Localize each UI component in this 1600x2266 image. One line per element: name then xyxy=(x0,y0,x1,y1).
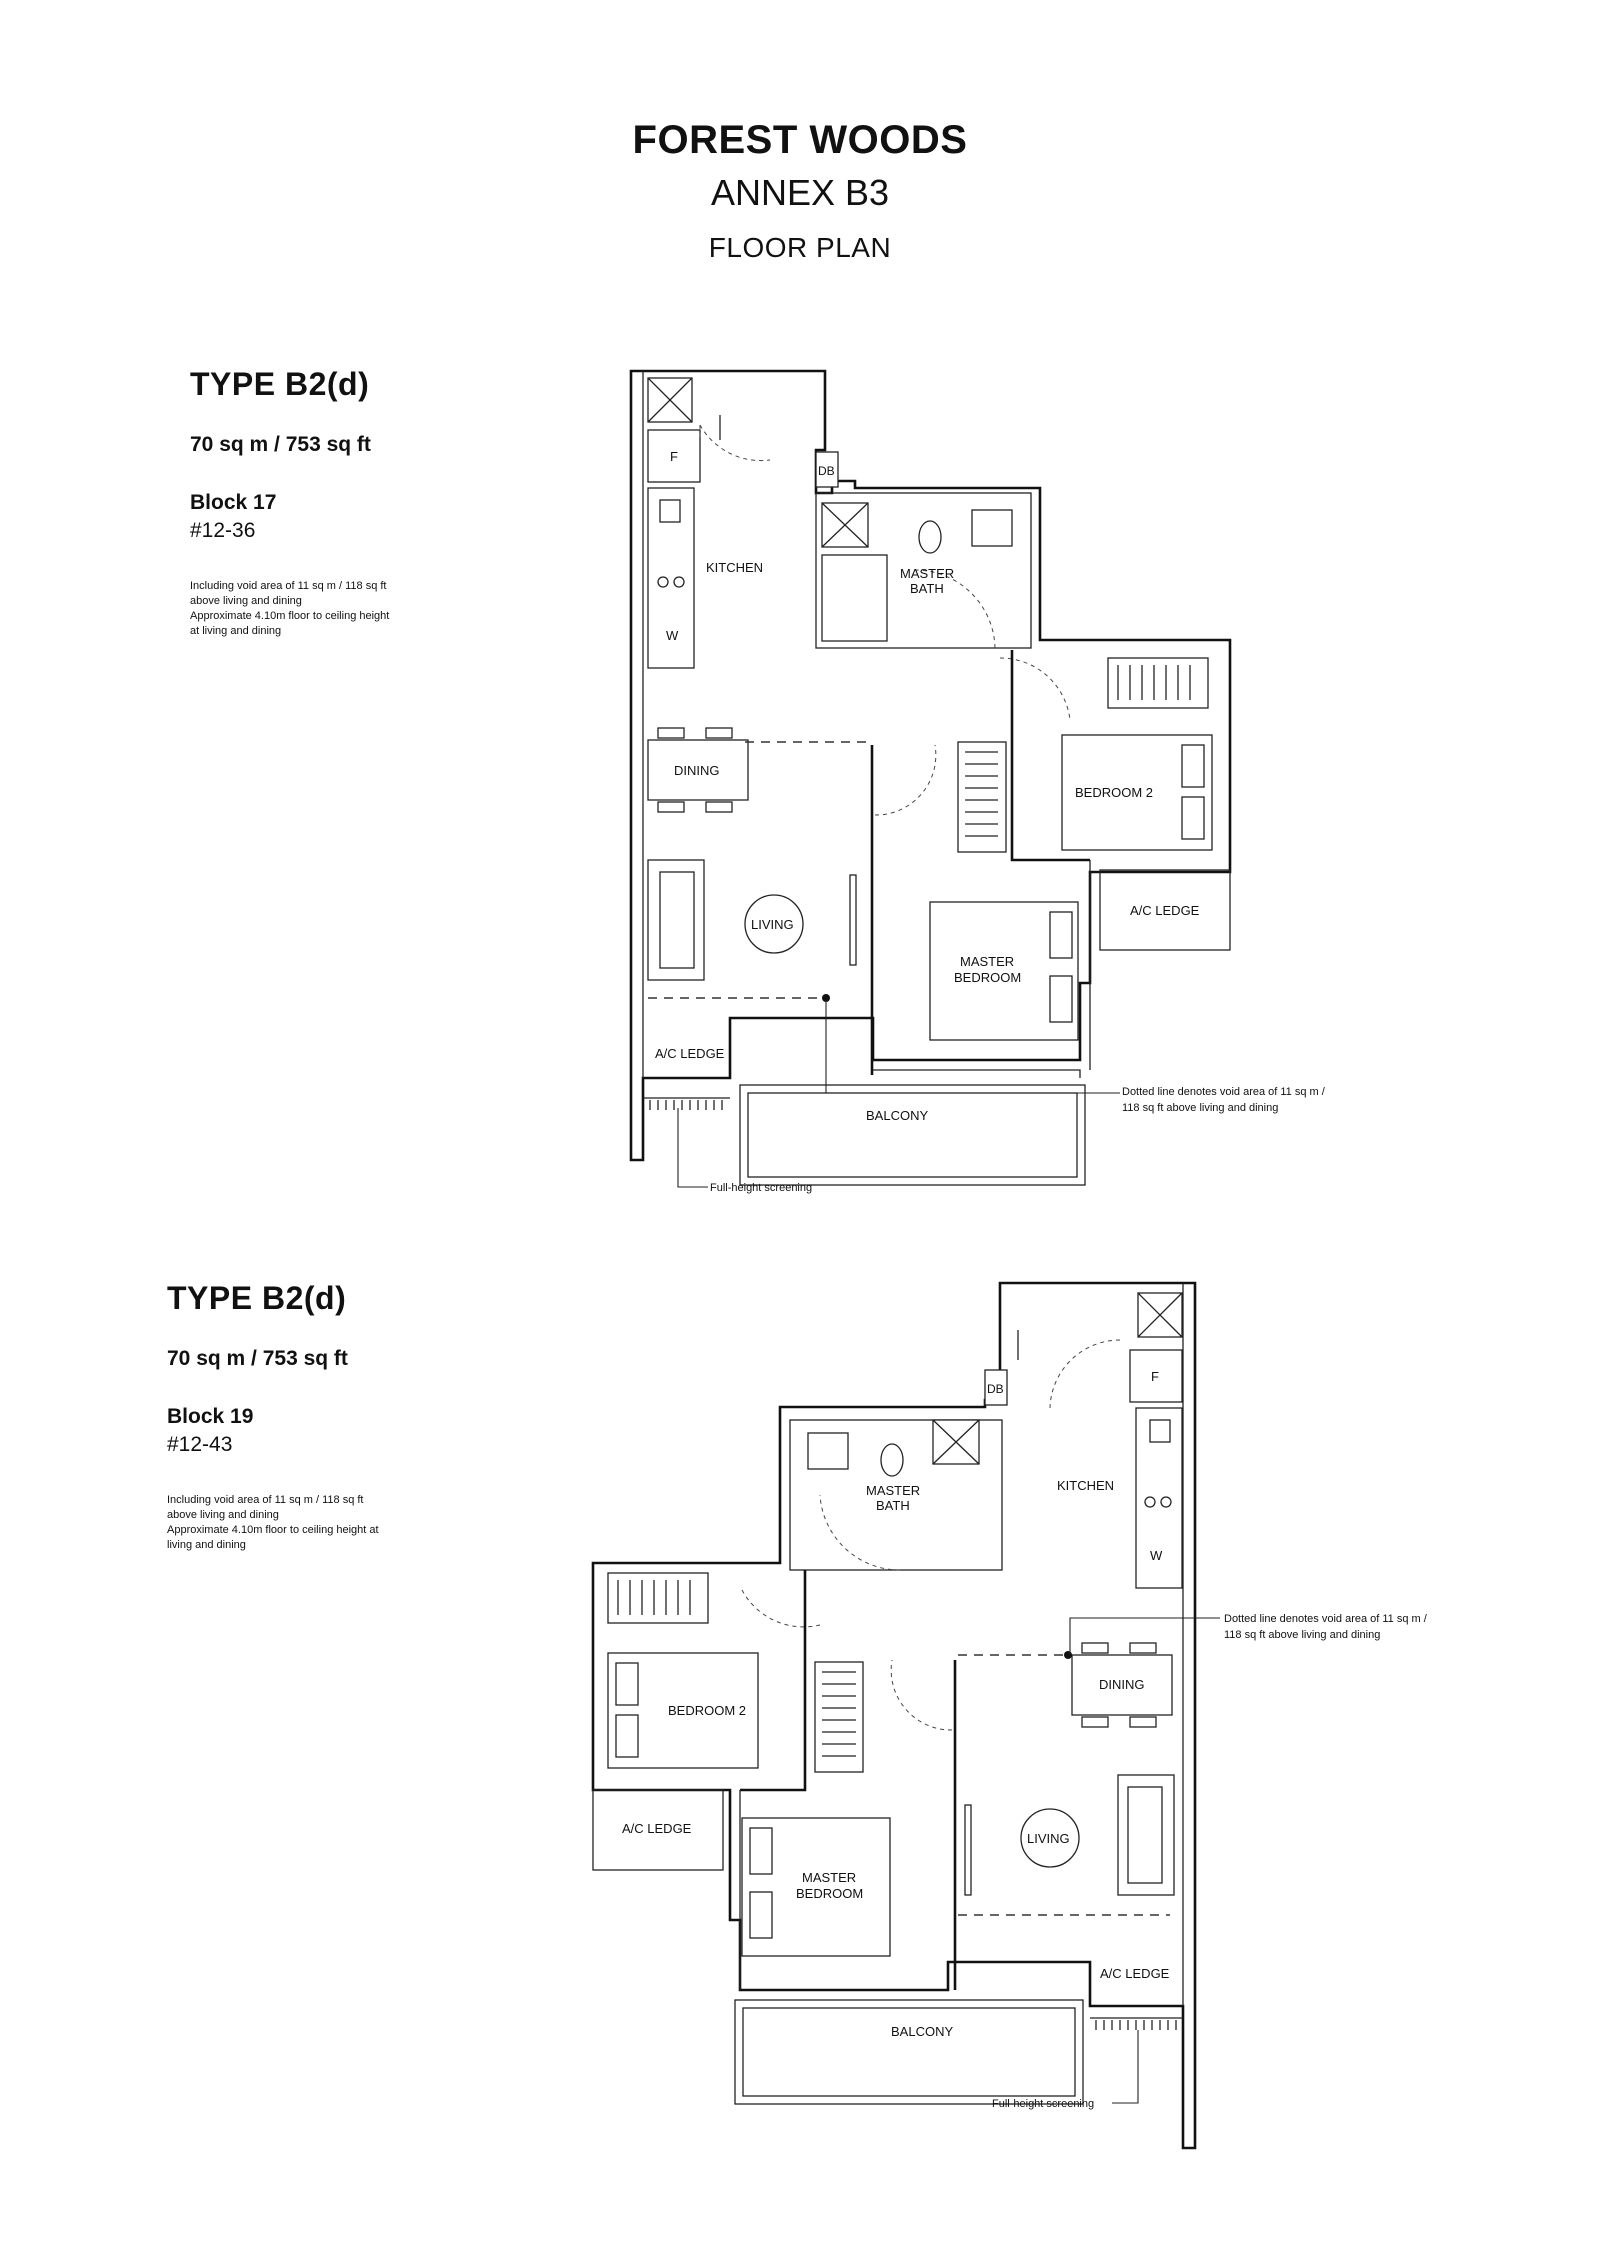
washer-label: W xyxy=(1150,1548,1163,1563)
washer-label: W xyxy=(666,628,679,643)
master-bath-label-1: MASTER xyxy=(866,1483,921,1498)
dining-label: DINING xyxy=(674,763,720,778)
unit-area: 70 sq m / 753 sq ft xyxy=(167,1347,348,1370)
unit-type: TYPE B2(d) xyxy=(190,366,370,402)
master-bath-label-2: BATH xyxy=(876,1498,910,1513)
note-line: at living and dining xyxy=(190,625,282,637)
db-label: DB xyxy=(987,1382,1004,1396)
living-label: LIVING xyxy=(1027,1831,1070,1846)
living-sofa xyxy=(1118,1775,1174,1895)
void-note-line-1: Dotted line denotes void area of 11 sq m / xyxy=(1224,1613,1427,1625)
note-line: Approximate 4.10m floor to ceiling height xyxy=(190,610,390,622)
note-line: Including void area of 11 sq m / 118 sq ft xyxy=(167,1494,364,1506)
balcony-railing xyxy=(735,2000,1083,2104)
dining-label: DINING xyxy=(1099,1677,1145,1692)
annex-title: ANNEX B3 xyxy=(710,172,890,213)
note-line: above living and dining xyxy=(167,1509,279,1521)
glass-panel xyxy=(965,1805,971,1895)
ac-ledge-label: A/C LEDGE xyxy=(1130,903,1200,918)
unit-number: #12-36 xyxy=(190,519,256,542)
kitchen-label: KITCHEN xyxy=(706,560,764,575)
screening-note: Full-height screening xyxy=(992,2098,1095,2110)
fridge-label: F xyxy=(670,449,678,464)
screening-slats xyxy=(1096,2020,1176,2030)
void-note-line-2: 118 sq ft above living and dining xyxy=(1224,1629,1381,1641)
unit-area: 70 sq m / 753 sq ft xyxy=(190,433,371,456)
unit-number: #12-43 xyxy=(167,1433,233,1456)
ac-ledge-label: A/C LEDGE xyxy=(1100,1966,1170,1981)
fridge-label: F xyxy=(1151,1369,1159,1384)
block-number: Block 19 xyxy=(167,1405,254,1428)
balcony-label: BALCONY xyxy=(891,2024,954,2039)
bedroom2-label: BEDROOM 2 xyxy=(668,1703,747,1718)
ac-ledge-label: A/C LEDGE xyxy=(622,1821,692,1836)
note-line: Including void area of 11 sq m / 118 sq ft xyxy=(190,580,387,592)
bedroom2-label: BEDROOM 2 xyxy=(1075,785,1154,800)
basin xyxy=(808,1433,848,1469)
master-bed-label-1: MASTER xyxy=(960,954,1015,969)
note-line: Approximate 4.10m floor to ceiling height at xyxy=(167,1524,379,1536)
master-bath-label-2: BATH xyxy=(910,581,944,596)
screening-note: Full-height screening xyxy=(710,1182,813,1194)
toilet xyxy=(881,1444,903,1476)
ac-ledge-label: A/C LEDGE xyxy=(655,1046,725,1061)
floor-plan-subtitle: FLOOR PLAN xyxy=(708,232,892,263)
kitchen-label: KITCHEN xyxy=(1057,1478,1115,1493)
master-bath-label-1: MASTER xyxy=(900,566,955,581)
void-note-line-1: Dotted line denotes void area of 11 sq m / xyxy=(1122,1086,1325,1098)
screening-leader-line xyxy=(1112,2030,1138,2103)
wardrobe xyxy=(608,1573,708,1623)
unit-type: TYPE B2(d) xyxy=(167,1280,347,1316)
block-number: Block 17 xyxy=(190,491,277,514)
db-label: DB xyxy=(818,464,835,478)
project-title: FOREST WOODS xyxy=(632,118,968,162)
door-swing xyxy=(891,1660,952,1730)
entry-door xyxy=(1050,1340,1120,1408)
void-note-line-2: 118 sq ft above living and dining xyxy=(1122,1102,1279,1114)
door-swing xyxy=(742,1590,820,1627)
note-line: above living and dining xyxy=(190,595,302,607)
master-bed-label-2: BEDROOM xyxy=(954,970,1022,985)
master-bed-label-2: BEDROOM xyxy=(796,1886,864,1901)
master-bed-label-1: MASTER xyxy=(802,1870,857,1885)
note-line: living and dining xyxy=(167,1539,246,1551)
balcony-label: BALCONY xyxy=(866,1108,929,1123)
living-label: LIVING xyxy=(751,917,794,932)
void-leader-line xyxy=(1070,1618,1220,1655)
